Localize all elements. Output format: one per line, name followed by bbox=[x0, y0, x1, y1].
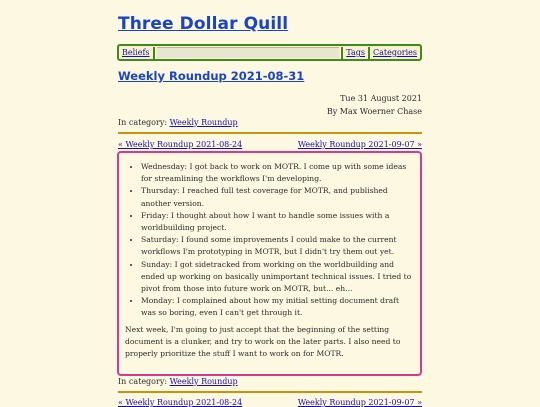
post-title-link[interactable]: Weekly Roundup 2021-08-31 bbox=[118, 69, 305, 83]
post-content bbox=[117, 151, 422, 376]
category-label: In category: bbox=[118, 118, 168, 127]
prev-post-link[interactable]: « Weekly Roundup 2021-08-24 bbox=[118, 398, 243, 407]
category-link[interactable]: Weekly Roundup bbox=[169, 377, 238, 386]
list-item: • Wednesday: I got back to work on MOTR. I come up with some ideas for streamlining the workflows I'm developing. bbox=[141, 161, 414, 185]
category-line bbox=[118, 377, 238, 386]
nav-categories-link[interactable]: Categories bbox=[373, 48, 417, 57]
site-title-link[interactable]: Three Dollar Quill bbox=[118, 14, 289, 34]
nav-beliefs-link[interactable]: Beliefs bbox=[122, 48, 150, 57]
category-line bbox=[118, 118, 238, 127]
divider bbox=[118, 391, 422, 393]
post-date: Tue 31 August 2021 bbox=[340, 94, 422, 103]
category-link[interactable]: Weekly Roundup bbox=[169, 118, 238, 127]
list-item: • Saturday: I found some improvements I could make to the current workflows I'm prototyping in MOTR, but I didn't try them out yet. bbox=[141, 234, 414, 258]
list-item: • Friday: I thought about how I want to handle some issues with a worldbuilding project. bbox=[141, 210, 414, 234]
list-item: • Thursday: I reached full test coverage for MOTR, and published another version. bbox=[141, 185, 414, 209]
nav-divider bbox=[153, 47, 155, 59]
nav-tags-link[interactable]: Tags bbox=[346, 48, 365, 57]
roundup-list bbox=[125, 161, 414, 320]
prev-post-link[interactable]: « Weekly Roundup 2021-08-24 bbox=[118, 140, 243, 149]
list-item: • Monday: I complained about how my initial setting document draft was so boring, even I can't get through it. bbox=[141, 295, 414, 319]
next-post-link[interactable]: Weekly Roundup 2021-09-07 » bbox=[297, 398, 422, 407]
nav-bar bbox=[117, 44, 422, 61]
category-label: In category: bbox=[118, 377, 168, 386]
post-author: By Max Woerner Chase bbox=[326, 107, 422, 116]
list-item: • Sunday: I got sidetracked from working on the worldbuilding and ended up working on basically unimportant technical issues. I tried to pivot from those into future work on MOTR, but... eh... bbox=[141, 259, 414, 296]
closing-paragraph: Next week, I'm going to just accept that the beginning of the setting document is a clunker, and try to work on the later parts. I also need to properly prioritize the stuff I want to work on for MOTR. bbox=[125, 324, 401, 359]
divider bbox=[118, 132, 422, 134]
nav-spacer bbox=[157, 47, 340, 58]
next-post-link[interactable]: Weekly Roundup 2021-09-07 » bbox=[297, 140, 422, 149]
